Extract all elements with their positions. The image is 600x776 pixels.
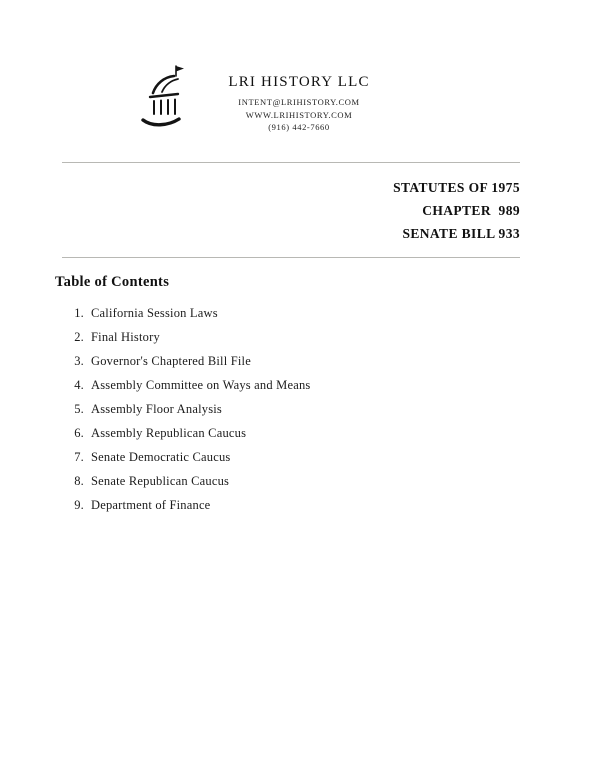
toc-item-number: 9. [74, 498, 84, 512]
toc-item-label: Senate Republican Caucus [91, 474, 230, 488]
toc-item-number: 7. [74, 450, 84, 464]
toc-item-number: 2. [74, 330, 84, 344]
toc-item-label: Senate Democratic Caucus [91, 450, 231, 464]
toc-item-label: Department of Finance [91, 498, 211, 512]
capitol-logo-icon [138, 62, 206, 142]
toc-item [68, 354, 488, 378]
toc-item [68, 330, 488, 354]
senate-bill-line: SENATE BILL 933 [402, 226, 520, 241]
toc-item [68, 474, 488, 498]
company-name: LRI HISTORY LLC [228, 74, 370, 90]
toc-item [68, 450, 488, 474]
toc-item-number: 6. [74, 426, 84, 440]
toc-item [68, 306, 488, 330]
divider-top [62, 162, 520, 163]
company-website: WWW.LRIHISTORY.COM [245, 109, 353, 120]
toc-item [68, 402, 488, 426]
toc-title: Table of Contents [55, 274, 170, 290]
toc-item-label: California Session Laws [91, 306, 218, 320]
toc-item-label: Assembly Republican Caucus [91, 426, 247, 440]
company-info [214, 74, 384, 134]
toc-item-label: Assembly Committee on Ways and Means [91, 378, 311, 392]
toc-item-label: Final History [91, 330, 160, 344]
company-email: INTENT@LRIHISTORY.COM [238, 97, 360, 107]
company-phone: (916) 442-7660 [268, 122, 330, 132]
toc-item-number: 8. [74, 474, 84, 488]
toc-item-number: 1. [74, 306, 84, 320]
divider-bottom [62, 257, 520, 258]
toc-item-number: 3. [74, 354, 84, 368]
toc-item-number: 5. [74, 402, 84, 416]
toc-item-label: Assembly Floor Analysis [91, 402, 222, 416]
toc-list [68, 306, 488, 522]
statutes-line: STATUTES OF 1975 [393, 180, 520, 195]
chapter-line: CHAPTER 989 [422, 203, 520, 218]
toc-item [68, 498, 488, 522]
toc-item [68, 426, 488, 450]
toc-item-number: 4. [74, 378, 84, 392]
toc-item [68, 378, 488, 402]
statute-reference [393, 176, 520, 245]
toc-item-label: Governor's Chaptered Bill File [91, 354, 251, 368]
